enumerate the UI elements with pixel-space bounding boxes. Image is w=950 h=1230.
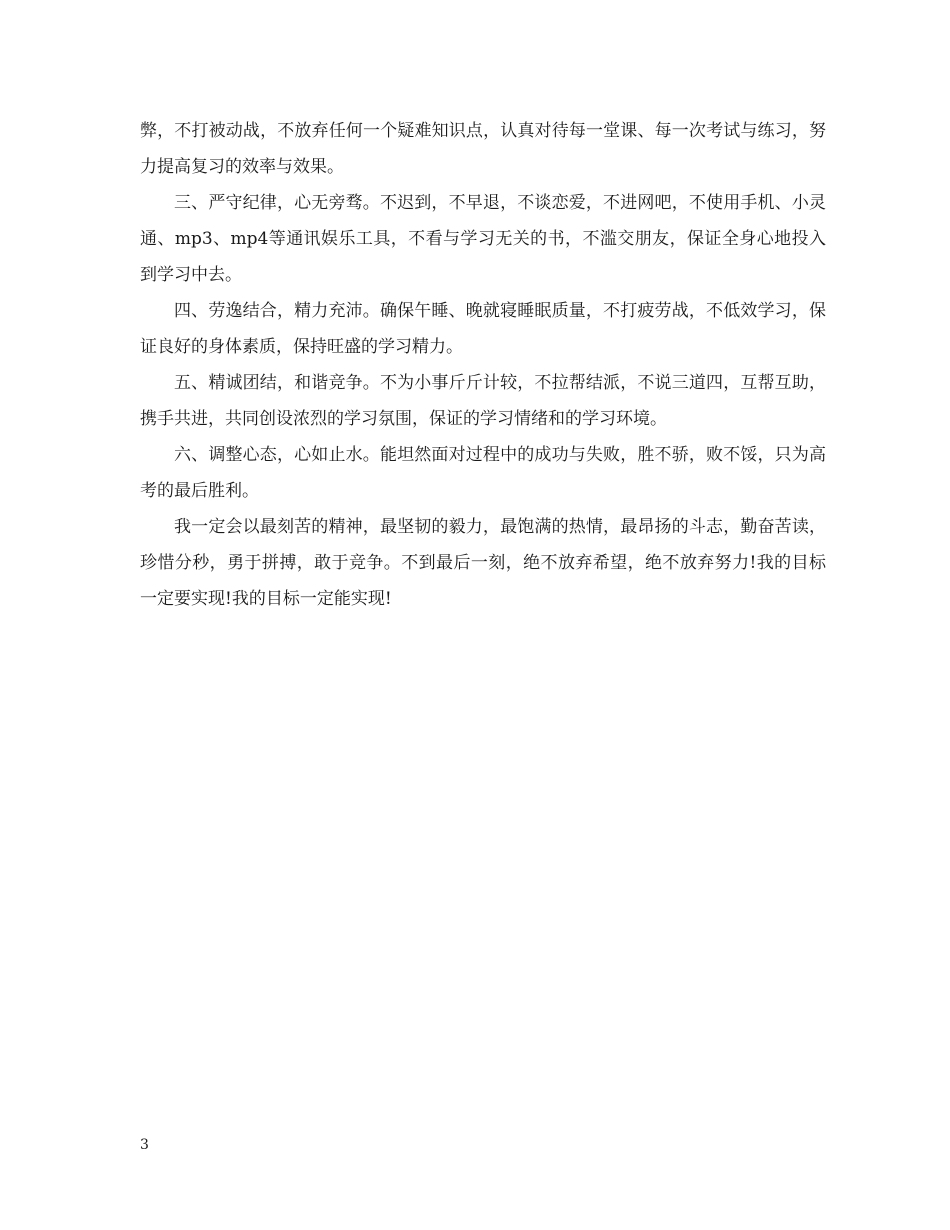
paragraph: 四、劳逸结合，精力充沛。确保午睡、晚就寝睡眠质量，不打疲劳战，不低效学习，保证良好的身体素质，保持旺盛的学习精力。: [140, 301, 826, 357]
page-number: 3: [140, 1137, 149, 1153]
body-text: [140, 113, 826, 617]
paragraph: 三、严守纪律，心无旁骛。不迟到，不早退，不谈恋爱，不进网吧，不使用手机、小灵通、mp3、mp4等通讯娱乐工具，不看与学习无关的书，不滥交朋友，保证全身心地投入到学习中去。: [140, 193, 826, 285]
paragraph: 弊，不打被动战，不放弃任何一个疑难知识点，认真对待每一堂课、每一次考试与练习，努力提高复习的效率与效果。: [140, 121, 826, 177]
paragraph: 六、调整心态，心如止水。能坦然面对过程中的成功与失败，胜不骄，败不馁，只为高考的最后胜利。: [140, 445, 826, 501]
paragraph: 我一定会以最刻苦的精神，最坚韧的毅力，最饱满的热情，最昂扬的斗志，勤奋苦读，珍惜分秒，勇于拼搏，敢于竞争。不到最后一刻，绝不放弃希望，绝不放弃努力!我的目标一定要实现!我的目标一定能实现!: [140, 517, 826, 609]
paragraph: 五、精诚团结，和谐竞争。不为小事斤斤计较，不拉帮结派，不说三道四，互帮互助，携手共进，共同创设浓烈的学习氛围，保证的学习情绪和的学习环境。: [140, 373, 826, 429]
